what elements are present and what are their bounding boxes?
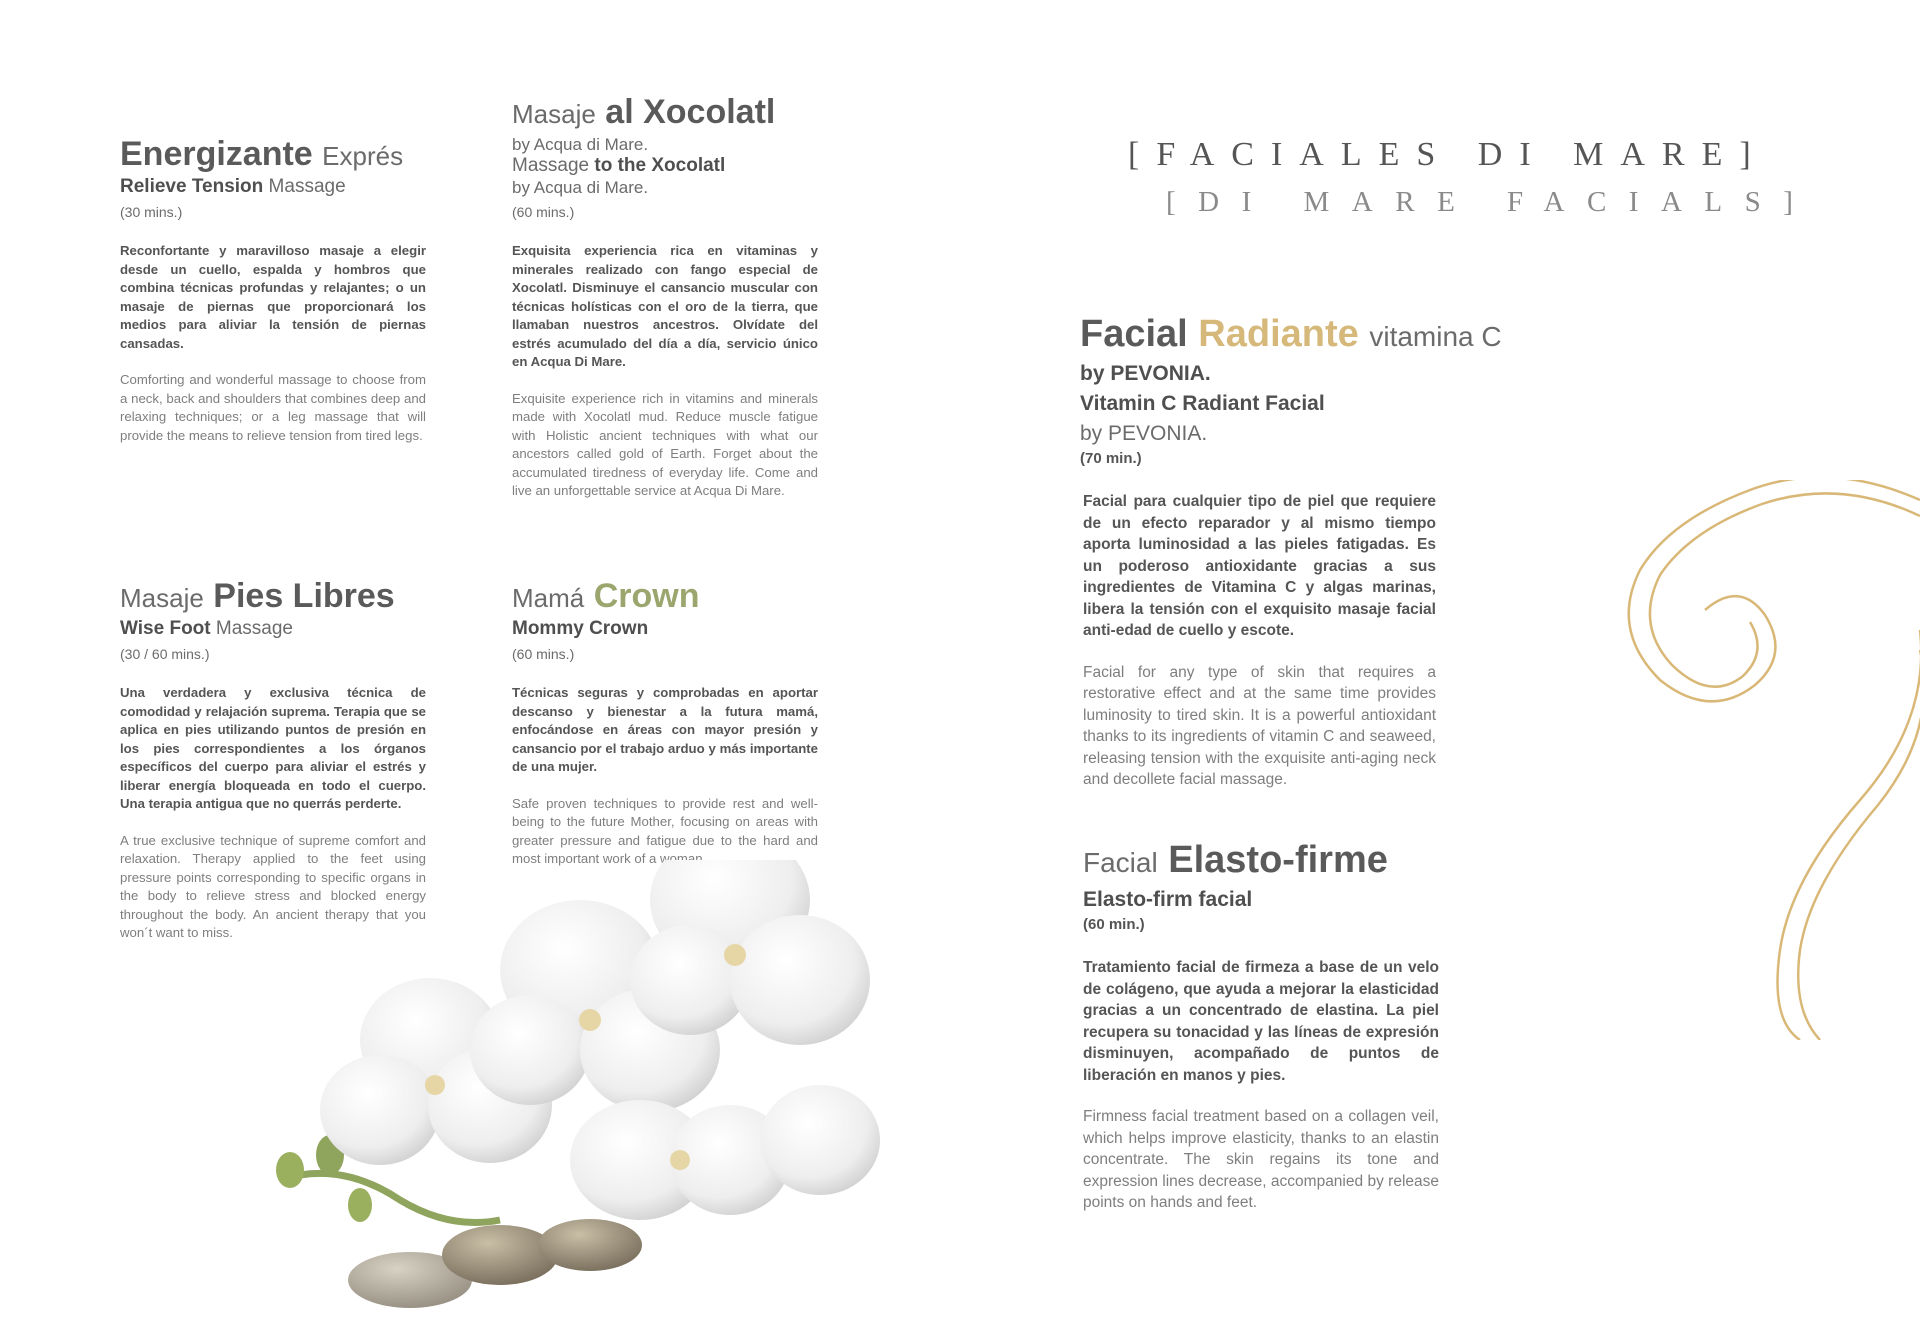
by-light: by PEVONIA. (1080, 422, 1208, 445)
title-highlight: Radiante (1198, 313, 1359, 355)
stone-icon (538, 1219, 642, 1271)
service-subtitle (120, 618, 426, 640)
service-by (1080, 419, 1436, 449)
service-title (120, 576, 426, 618)
by-bold: by PEVONIA. (1080, 362, 1211, 385)
description-en: Facial for any type of skin that requires a restorative effect and at the same time provides luminosity to tired skin. It is a powerful antioxidant thanks to its ingredients of vitamin C and seaweed, releasing tension with the exquisite anti-aging neck and decollete facial massage. (1083, 663, 1436, 788)
title-light: Mamá (512, 583, 585, 613)
service-duration: (30 / 60 mins.) (120, 646, 210, 662)
description-en: Exquisite experience rich in vitamins and minerals made with Xocolatl mud. Reduce muscle fatigue with Holistic ancient techniques with what our ancestors called gold of Earth. Forget about the accumulated tiredness of everyday life. Come and live an unforgettable service at Acqua Di Mare. (512, 390, 818, 498)
service-duration: (60 mins.) (512, 646, 575, 662)
orchid-stones-image (260, 860, 960, 1320)
title-bold: Pies Libres (213, 577, 395, 615)
service-title (1080, 312, 1502, 359)
description-es: Exquisita experiencia rica en vitaminas y minerales realizado con fango especial de Xocolatl. Disminuye el cansancio muscular con técnicas holísticas con el oro de la tierra, que llamaban nuestros ancestros. Olvídate del estrés acumulado del día a día, servicio único en Acqua Di Mare. (512, 243, 818, 369)
description-en: Safe proven techniques to provide rest and well-being to the future Mother, focusing on areas with greater pressure and fatigue due to the hard and most important work of a woman. (512, 795, 818, 866)
service-subtitle (120, 176, 426, 198)
subtitle-bold: Elasto-firm facial (1083, 888, 1253, 911)
service-xocolatl (512, 92, 818, 501)
orchid-flower-icon (630, 860, 870, 1045)
description-es: Una verdadera y exclusiva técnica de comodidad y relajación suprema. Terapia que se aplica en pies utilizando puntos de presión en los pies correspondientes a los órganos específicos del cuerpo para aliviar el estrés y liberar energía bloqueada en todo el cuerpo. Una terapia antigua que no querrás perderte. (120, 685, 426, 811)
service-facial-elasto-firme (1083, 838, 1439, 1214)
subtitle-bold: Relieve Tension (120, 176, 264, 197)
service-facial-radiante (1080, 312, 1502, 791)
service-duration: (60 min.) (1083, 916, 1145, 933)
service-duration: (30 mins.) (120, 204, 183, 220)
subtitle-light: Massage (268, 176, 346, 197)
title-bold: al Xocolatl (605, 93, 776, 131)
subtitle-bold: to the Xocolatl (594, 155, 726, 176)
title-bold: Elasto-firme (1168, 839, 1388, 881)
title-light: Masaje (120, 583, 204, 613)
title-bold: Energizante (120, 135, 313, 173)
service-subtitle (1080, 389, 1436, 419)
description-es: Facial para cualquier tipo de piel que requiere de un efecto reparador y al mismo tiempo aporta luminosidad a las pieles fatigadas. Es un poderoso antioxidante gracias a sus ingredientes de Vitamina C y algas marinas, libera la tensión con el exquisito masaje facial anti-edad de cuello y escote. (1083, 493, 1436, 639)
title-light: Facial (1083, 847, 1158, 878)
service-title (512, 92, 818, 134)
service-by: by Acqua di Mare. (512, 135, 649, 154)
title-light: vitamina C (1369, 321, 1502, 352)
description-en: A true exclusive technique of supreme comfort and relaxation. Therapy applied to the feet using pressure points corresponding to specific organs in the body to relieve stress and blocked energy throughout the body. An ancient therapy that you won´t want to miss. (120, 832, 426, 940)
subtitle-bold: Wise Foot (120, 618, 211, 639)
orchid-flower-icon (570, 1085, 880, 1220)
service-mama-crown (512, 576, 818, 869)
section-title: [FACIALES DI MARE] (1128, 136, 1768, 173)
service-subtitle (1083, 885, 1439, 915)
title-bold: Crown (593, 577, 700, 615)
service-by: by Acqua di Mare. (512, 178, 649, 197)
description-es: Reconfortante y maravilloso masaje a elegir desde un cuello, espalda y hombros que combina técnicas profundas y relajantes; o un masaje de piernas que proporcionará los medios para aliviar la tensión de piernas cansadas. (120, 243, 426, 351)
service-by (1080, 359, 1436, 389)
description-en: Comforting and wonderful massage to choose from a neck, back and shoulders that combines deep and relaxing techniques; or a leg massage that will provide the means to relieve tension from tired legs. (120, 372, 426, 443)
bud-icon (276, 1152, 304, 1188)
stone-icon (442, 1225, 558, 1285)
title-bold: Facial (1080, 313, 1188, 355)
title-light: Masaje (512, 99, 596, 129)
section-subtitle: [DI MARE FACIALS] (1166, 186, 1816, 218)
service-title (120, 134, 426, 176)
service-energizante (120, 134, 426, 445)
service-title (1083, 838, 1439, 885)
subtitle-light: Massage (512, 155, 590, 176)
bud-icon (348, 1188, 372, 1222)
subtitle-light: Massage (215, 618, 293, 639)
service-title (512, 576, 818, 618)
service-duration: (70 min.) (1080, 450, 1142, 467)
description-es: Técnicas seguras y comprobadas en aportar descanso y bienestar a la futura mamá, enfocándose en áreas con mayor presión y cansancio por el trabajo arduo y más importante de una mujer. (512, 685, 818, 774)
service-duration: (60 mins.) (512, 204, 575, 220)
gold-swirl-icon (1500, 480, 1920, 1040)
description-en: Firmness facial treatment based on a collagen veil, which helps improve elasticity, thanks to an elastin concentrate. The skin regains its tone and expression lines decrease, accompanied by release points on hands and feet. (1083, 1108, 1439, 1211)
subtitle-bold: Mommy Crown (512, 618, 649, 639)
subtitle-bold: Vitamin C Radiant Facial (1080, 392, 1325, 415)
description-es: Tratamiento facial de firmeza a base de un velo de colágeno, que ayuda a mejorar la elasticidad gracias a un concentrado de elastina. La piel recupera su tonacidad y las líneas de expresión disminuyen, acompañado de puntos de liberación en manos y pies. (1083, 959, 1439, 1084)
service-subtitle (512, 618, 818, 640)
service-subtitle (512, 155, 818, 177)
title-light: Exprés (322, 141, 404, 171)
